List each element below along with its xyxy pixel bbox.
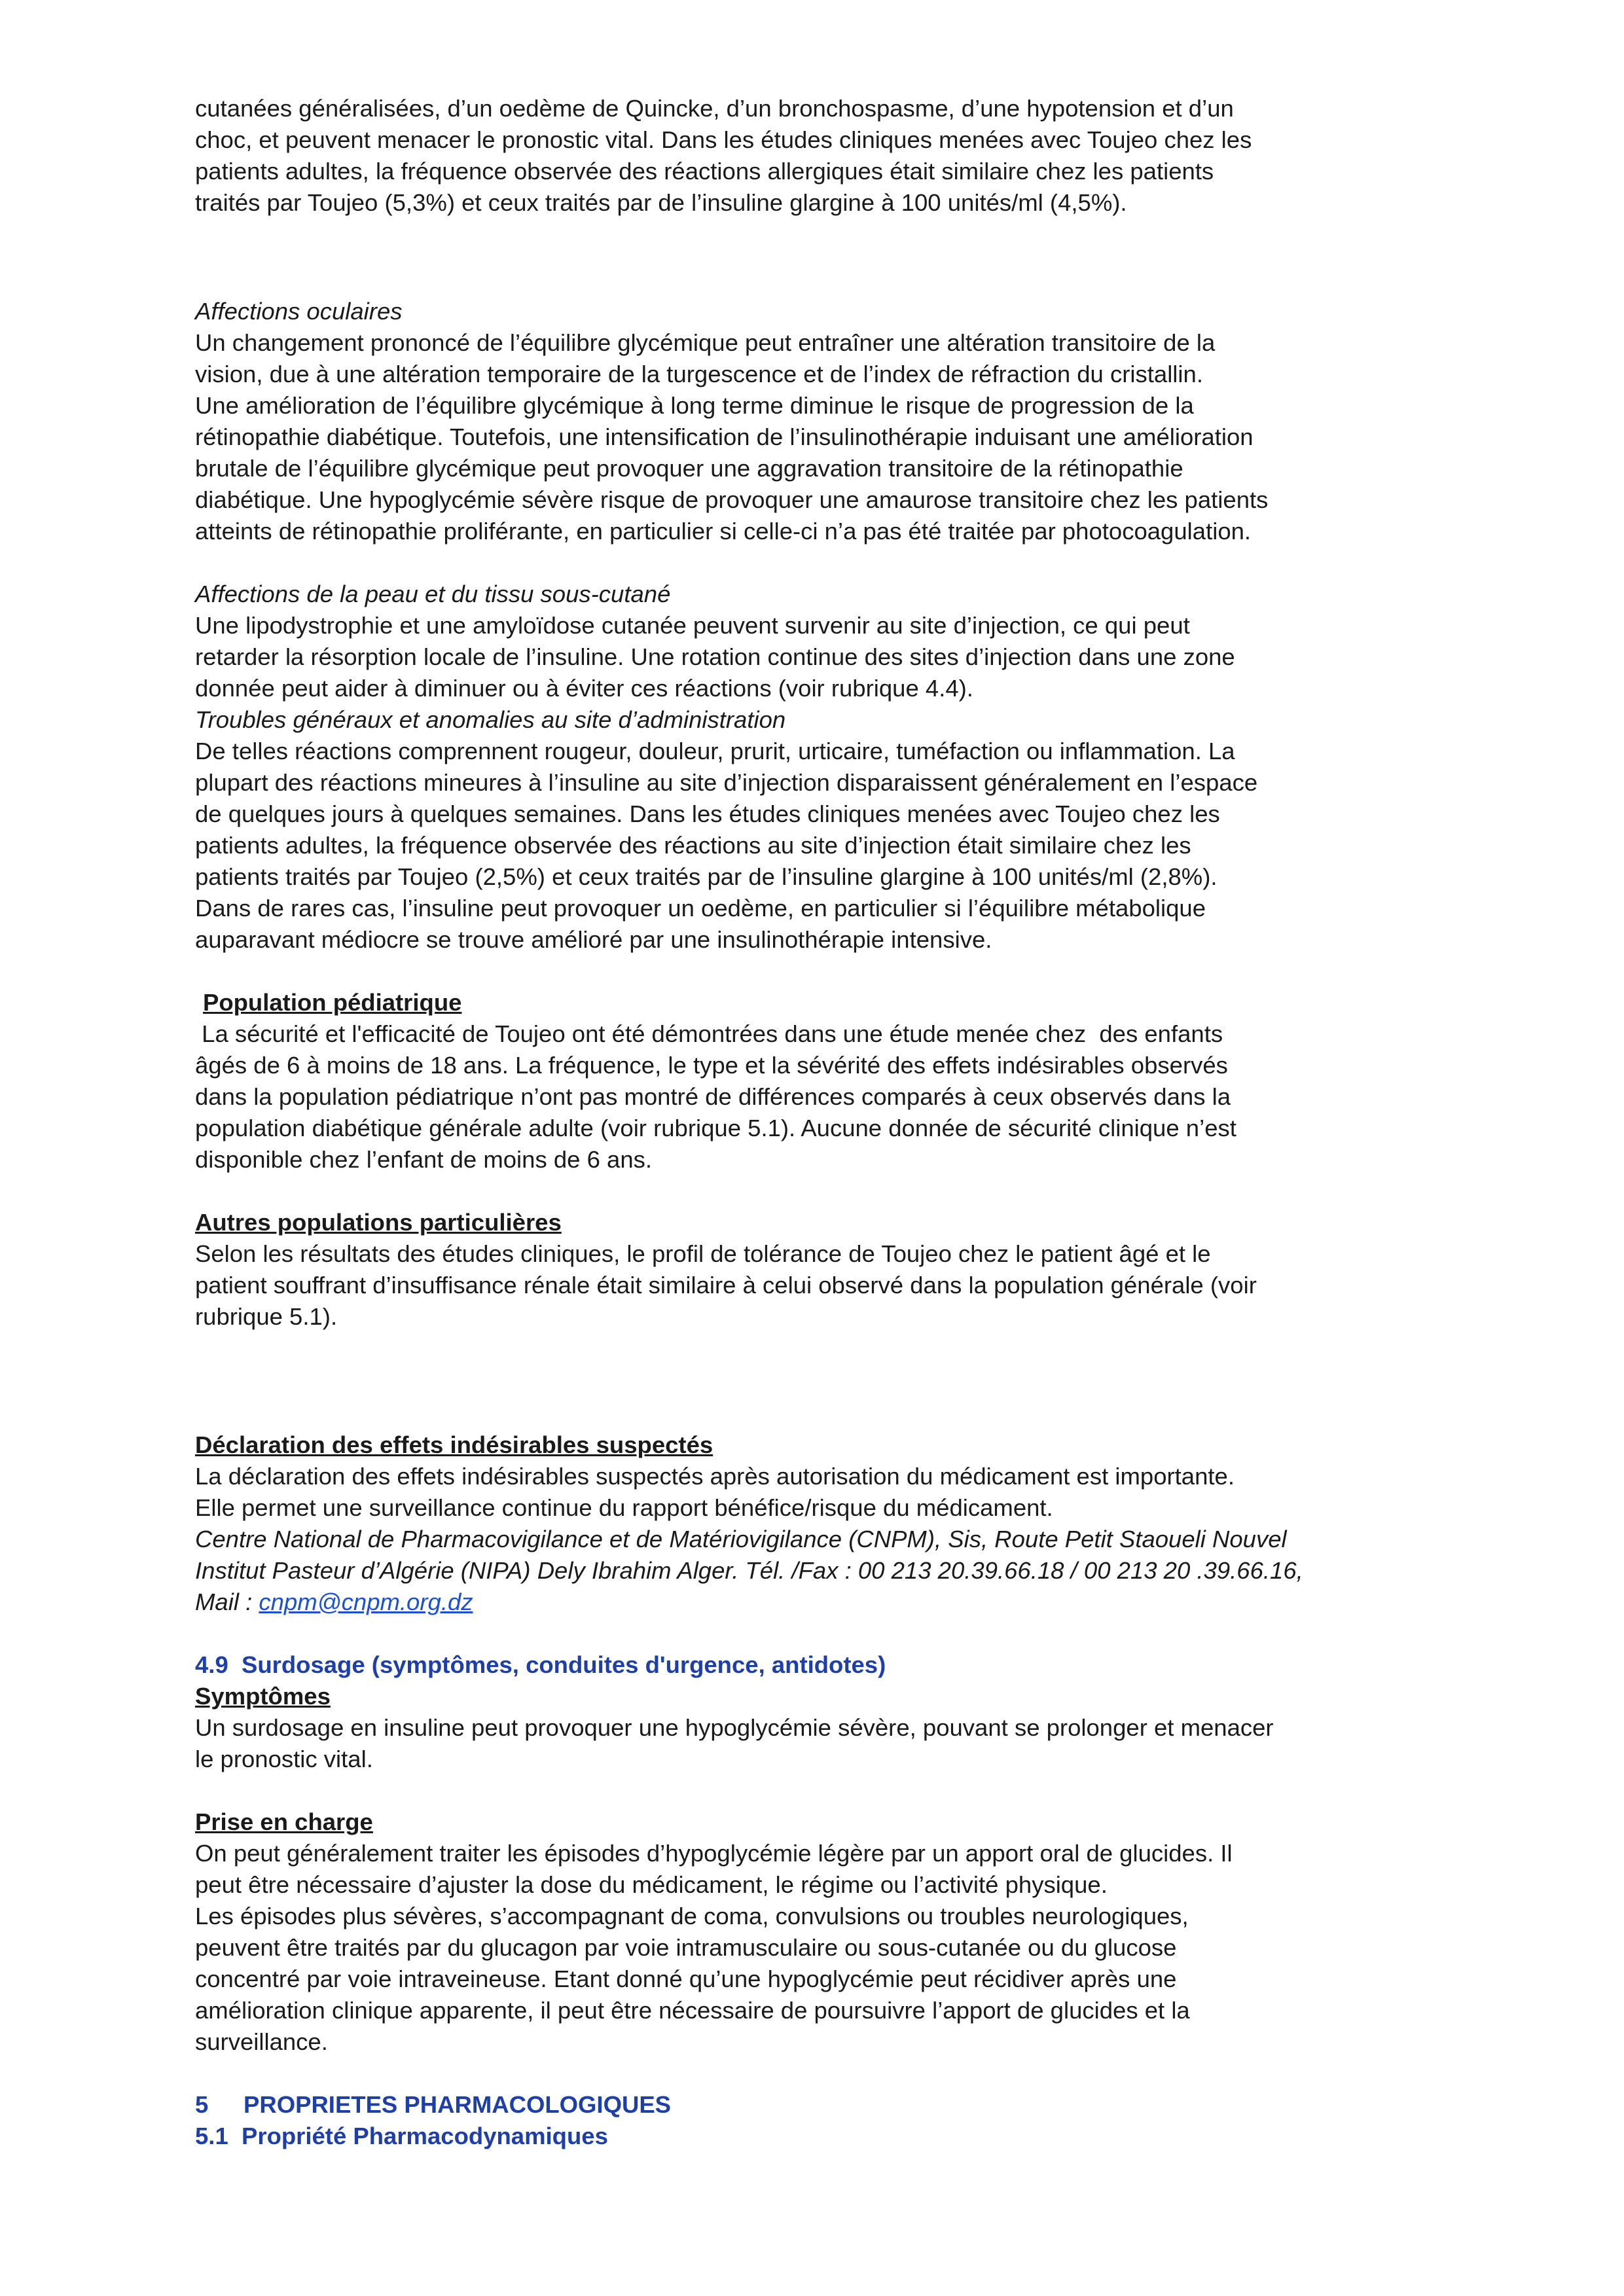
symptoms-heading: Symptômes xyxy=(195,1683,331,1710)
management-heading: Prise en charge xyxy=(195,1808,373,1835)
text-line: La sécurité et l'efficacité de Toujeo ont été démontrées dans une étude menée chez des enfants xyxy=(195,1020,1223,1047)
allergy-paragraph xyxy=(195,93,1458,219)
text-line: Selon les résultats des études cliniques, le profil de tolérance de Toujeo chez le patient âgé et le xyxy=(195,1240,1211,1267)
text-line: traités par Toujeo (5,3%) et ceux traités par de l’insuline glargine à 100 unités/ml (4,5%). xyxy=(195,189,1127,216)
other-populations-heading: Autres populations particulières xyxy=(195,1209,562,1236)
mail-line xyxy=(195,1587,1458,1618)
text-line: disponible chez l’enfant de moins de 6 ans. xyxy=(195,1146,653,1173)
section-5-number: 5 xyxy=(195,2091,209,2118)
text-line: amélioration clinique apparente, il peut être nécessaire de poursuivre l’apport de glucides et la xyxy=(195,1997,1190,2024)
declaration-heading: Déclaration des effets indésirables suspectés xyxy=(195,1431,713,1458)
text-line: Une lipodystrophie et une amyloïdose cutanée peuvent survenir au site d’injection, ce qui peut xyxy=(195,612,1190,639)
text-line: plupart des réactions mineures à l’insuline au site d’injection disparaissent généralement en l’espace xyxy=(195,769,1258,796)
text-line: de quelques jours à quelques semaines. Dans les études cliniques menées avec Toujeo chez les xyxy=(195,800,1220,827)
admin-site-section xyxy=(195,704,1458,956)
text-line: auparavant médiocre se trouve amélioré par une insulinothérapie intensive. xyxy=(195,926,992,953)
text-line: vision, due à une altération temporaire de la turgescence et de l’index de réfraction du cristallin. xyxy=(195,361,1203,387)
text-line: peuvent être traités par du glucagon par voie intramusculaire ou sous-cutanée ou du glucose xyxy=(195,1934,1177,1961)
text-line: Un surdosage en insuline peut provoquer une hypoglycémie sévère, pouvant se prolonger et menacer xyxy=(195,1714,1274,1741)
text-line: La déclaration des effets indésirables suspectés après autorisation du médicament est importante. xyxy=(195,1463,1235,1490)
text-line: surveillance. xyxy=(195,2028,328,2055)
text-line: atteints de rétinopathie proliférante, en particulier si celle-ci n’a pas été traitée par photocoagulation. xyxy=(195,518,1252,545)
text-line: Dans de rares cas, l’insuline peut provoquer un oedème, en particulier si l’équilibre métabolique xyxy=(195,895,1206,922)
text-line: donnée peut aider à diminuer ou à éviter ces réactions (voir rubrique 4.4). xyxy=(195,675,973,702)
other-populations-section xyxy=(195,1207,1458,1333)
text-line: Un changement prononcé de l’équilibre glycémique peut entraîner une altération transitoire de la xyxy=(195,329,1216,356)
text-line: dans la population pédiatrique n’ont pas montré de différences comparés à ceux observés dans la xyxy=(195,1083,1231,1110)
text-line: patients adultes, la fréquence observée des réactions au site d’injection était similaire chez les xyxy=(195,832,1191,859)
skin-section xyxy=(195,579,1458,704)
text-line: brutale de l’équilibre glycémique peut provoquer une aggravation transitoire de la rétinopathie xyxy=(195,455,1183,482)
text-line: diabétique. Une hypoglycémie sévère risque de provoquer une amaurose transitoire chez les patients xyxy=(195,486,1269,513)
contact-line: Centre National de Pharmacovigilance et de Matériovigilance (CNPM), Sis, Route Petit Staoueli Nouvel xyxy=(195,1526,1287,1552)
text-line: peut être nécessaire d’ajuster la dose du médicament, le régime ou l’activité physique. xyxy=(195,1871,1108,1898)
text-line: choc, et peuvent menacer le pronostic vital. Dans les études cliniques menées avec Toujeo chez les xyxy=(195,126,1252,153)
section-5-title: PROPRIETES PHARMACOLOGIQUES xyxy=(244,2091,672,2118)
skin-heading: Affections de la peau et du tissu sous-cutané xyxy=(195,581,671,607)
text-line: patient souffrant d’insuffisance rénale était similaire à celui observé dans la population générale (voir xyxy=(195,1272,1257,1299)
mail-label: Mail : xyxy=(195,1588,259,1615)
text-line: On peut généralement traiter les épisodes d’hypoglycémie légère par un apport oral de glucides. Il xyxy=(195,1840,1233,1867)
text-line: âgés de 6 à moins de 18 ans. La fréquence, le type et la sévérité des effets indésirables observés xyxy=(195,1052,1228,1079)
overdose-section xyxy=(195,1649,1458,2058)
admin-site-heading: Troubles généraux et anomalies au site d’administration xyxy=(195,706,786,733)
text-line: patients adultes, la fréquence observée des réactions allergiques était similaire chez les patients xyxy=(195,158,1214,185)
text-line: cutanées généralisées, d’un oedème de Quincke, d’un bronchospasme, d’une hypotension et d’un xyxy=(195,95,1234,122)
subsection-5-1-heading: 5.1 Propriété Pharmacodynamiques xyxy=(195,2123,608,2149)
text-line: Une amélioration de l’équilibre glycémique à long terme diminue le risque de progression de la xyxy=(195,392,1194,419)
declaration-section xyxy=(195,1429,1458,1618)
text-line: population diabétique générale adulte (voir rubrique 5.1). Aucune donnée de sécurité clinique n’est xyxy=(195,1115,1236,1141)
mail-link[interactable]: cnpm@cnpm.org.dz xyxy=(259,1588,473,1615)
document-page xyxy=(195,93,1458,2152)
section-5 xyxy=(195,2089,1458,2152)
text-line: rétinopathie diabétique. Toutefois, une intensification de l’insulinothérapie induisant une amélioration xyxy=(195,423,1254,450)
overdose-section-heading: 4.9 Surdosage (symptômes, conduites d'urgence, antidotes) xyxy=(195,1651,886,1678)
text-line: patients traités par Toujeo (2,5%) et ceux traités par de l’insuline glargine à 100 unités/ml (2,8%). xyxy=(195,863,1218,890)
section-5-heading xyxy=(195,2089,1458,2121)
contact-line: Institut Pasteur d’Algérie (NIPA) Dely Ibrahim Alger. Tél. /Fax : 00 213 20.39.66.18 / 00 213 20 .39.66.16, xyxy=(195,1557,1303,1584)
text-line: le pronostic vital. xyxy=(195,1746,373,1772)
text-line: rubrique 5.1). xyxy=(195,1303,338,1330)
text-line: concentré par voie intraveineuse. Etant donné qu’une hypoglycémie peut récidiver après une xyxy=(195,1965,1177,1992)
pediatric-section xyxy=(195,987,1458,1175)
pediatric-heading: Population pédiatrique xyxy=(203,989,462,1016)
text-line: retarder la résorption locale de l’insuline. Une rotation continue des sites d’injection dans une zone xyxy=(195,643,1235,670)
ocular-section xyxy=(195,296,1458,547)
text-line: Elle permet une surveillance continue du rapport bénéfice/risque du médicament. xyxy=(195,1494,1053,1521)
ocular-heading: Affections oculaires xyxy=(195,298,403,325)
text-line: De telles réactions comprennent rougeur, douleur, prurit, urticaire, tuméfaction ou inflammation. La xyxy=(195,738,1235,764)
text-line: Les épisodes plus sévères, s’accompagnant de coma, convulsions ou troubles neurologiques, xyxy=(195,1903,1189,1929)
